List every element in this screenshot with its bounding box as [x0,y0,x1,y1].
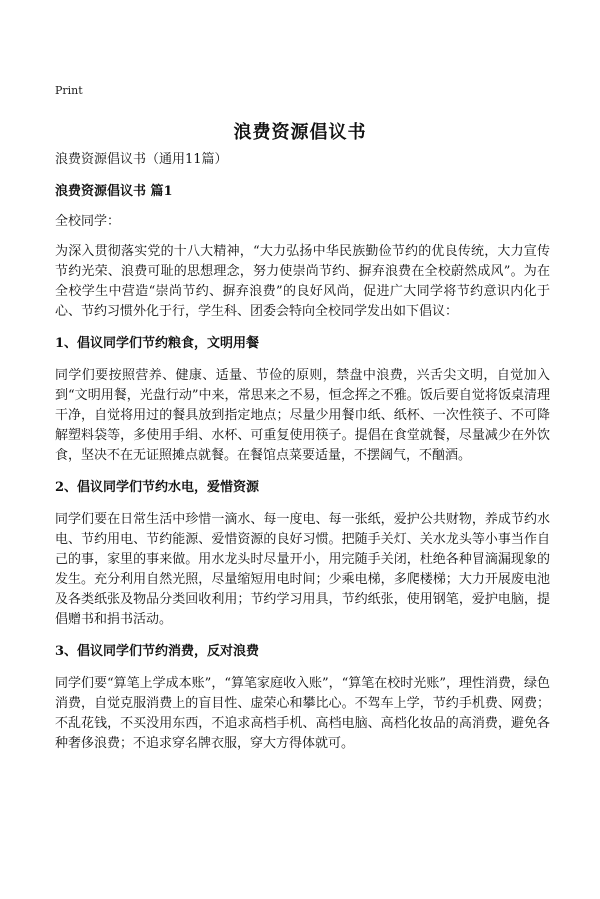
section-heading: 浪费资源倡议书 篇1 [55,184,173,199]
point-heading-3: 3、倡议同学们节约消费，反对浪费 [55,644,260,659]
intro-paragraph: 为深入贯彻落实党的十八大精神，“大力弘扬中华民族勤俭节约的优良传统，大力宣传节约光荣、浪费可耻的思想理念，努力使崇尚节约、摒弃浪费在全校蔚然成风”。为在全校学生中营造“崇尚节约、摒弃浪费”的良好风尚，促进广大同学将节约意识内化于心、节约习惯外化于行，学生科、团委会特向全校同学发出如下倡议： [55,244,550,319]
document-subtitle: 浪费资源倡议书（通用11篇） [55,152,228,167]
point-heading-1: 1、倡议同学们节约粮食，文明用餐 [55,336,260,351]
document-title: 浪费资源倡议书 [233,122,367,143]
point-heading-2: 2、倡议同学们节约水电，爱惜资源 [55,480,260,495]
point-body-2: 同学们要在日常生活中珍惜一滴水、每一度电、每一张纸，爱护公共财物，养成节约水电、节约用电、节约能源、爱惜资源的良好习惯。把随手关灯、关水龙头等小事当作自己的事，家里的事来做。用水龙头时尽量开小，用完随手关闭，杜绝各种冒滴漏现象的发生。充分利用自然光照，尽量缩短用电时间；少乘电梯，多爬楼梯；大力开展废电池及各类纸张及物品分类回收利用；节约学习用具，节约纸张，使用钢笔，爱护电脑，提倡赠书和捐书活动。 [55,512,550,627]
greeting: 全校同学： [55,214,121,229]
point-body-3: 同学们要“算笔上学成本账”，“算笔家庭收入账”，“算笔在校时光账”，理性消费，绿色消费，自觉克服消费上的盲目性、虚荣心和攀比心。不驾车上学，节约手机费、网费；不乱花钱，不买没用东西，不追求高档手机、高档电脑、高档化妆品的高消费，避免各种奢侈浪费；不追求穿名牌衣服，穿大方得体就可。 [55,676,550,751]
point-body-1: 同学们要按照营养、健康、适量、节俭的原则，禁盘中浪费，兴舌尖文明，自觉加入到“文明用餐，光盘行动”中来，常思来之不易，恒念挥之不雅。饭后要自觉将饭桌清理干净，自觉将用过的餐具放到指定地点；尽量少用餐巾纸、纸杯、一次性筷子、不可降解塑料袋等，多使用手绢、水杯、可重复使用筷子。提倡在食堂就餐，尽量减少在外饮食，坚决不在无证照摊点就餐。在餐馆点菜要适量，不摆阔气，不酗酒。 [55,368,550,463]
document-body [55,150,550,766]
print-label: Print [55,84,83,97]
